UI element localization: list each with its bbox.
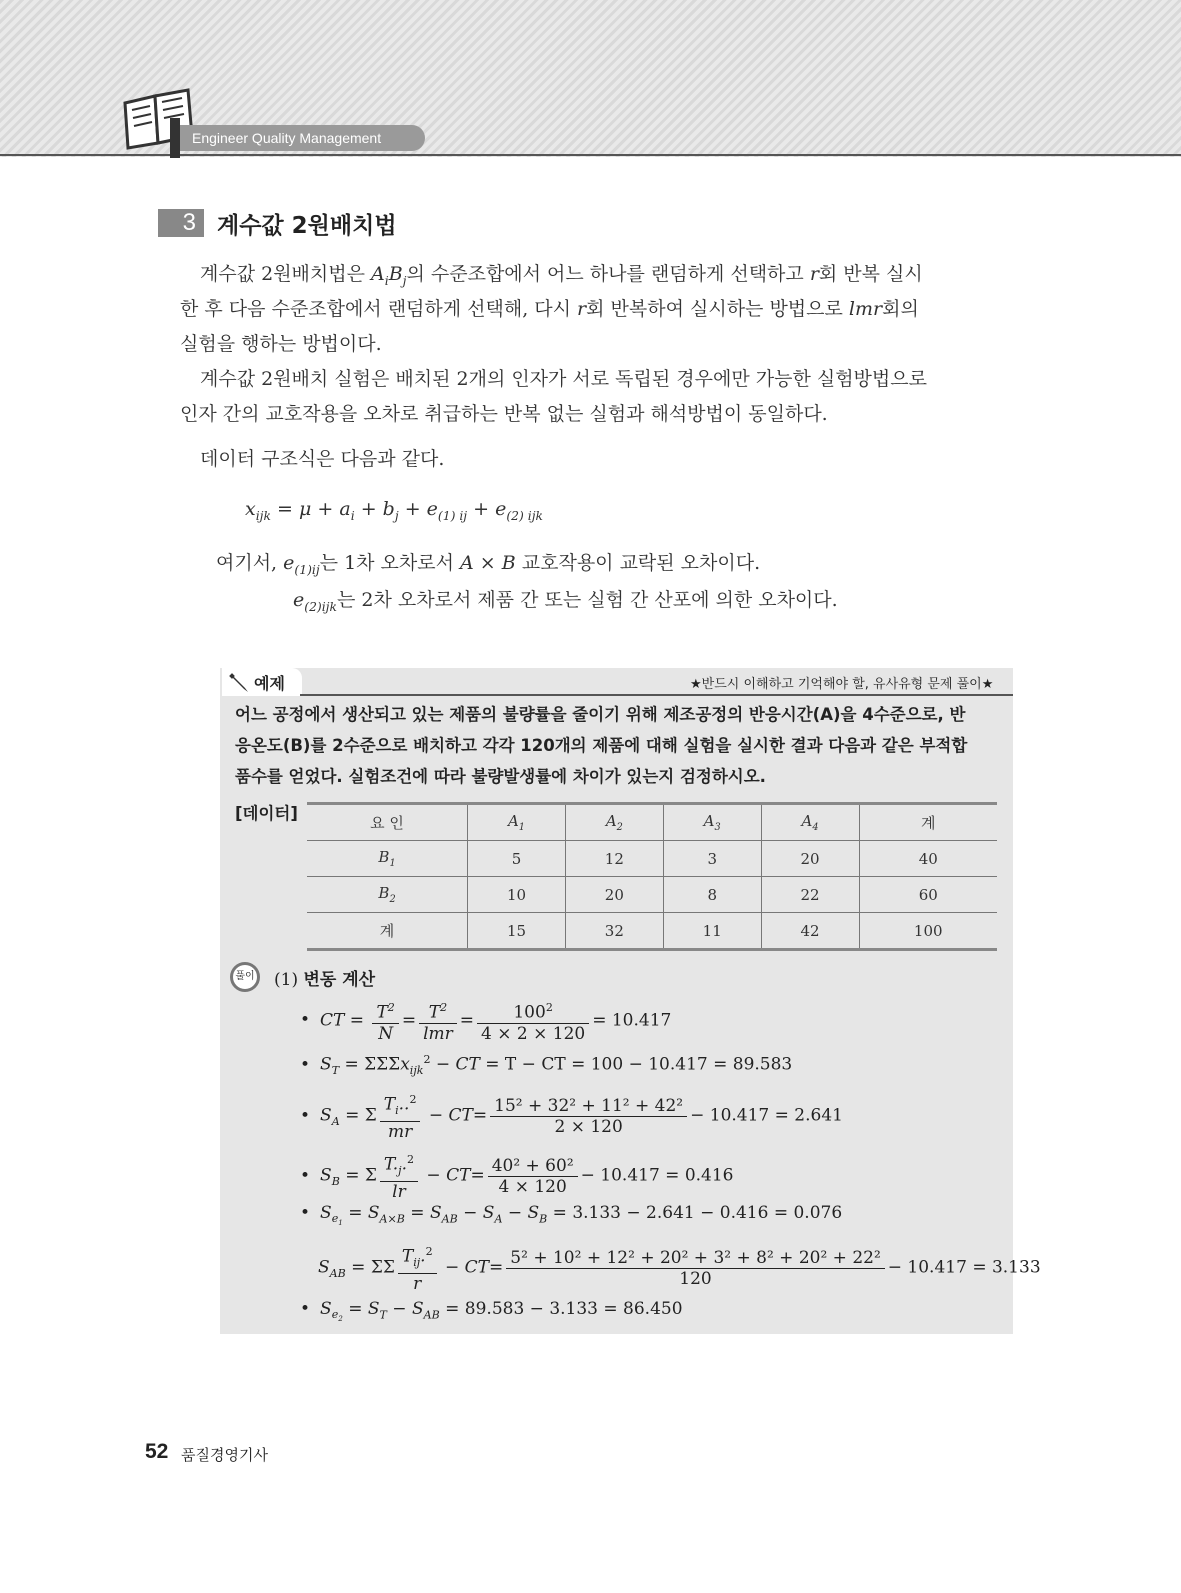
paragraph-3: 데이터 구조식은 다음과 같다. — [200, 448, 445, 470]
example-tab — [222, 668, 302, 696]
table-cell: 5 — [468, 841, 566, 877]
table-header-cell: $A_2$ — [565, 804, 663, 841]
table-header-cell: $A_4$ — [761, 804, 859, 841]
example-label: 예제 — [254, 674, 285, 693]
pencil-icon — [228, 672, 250, 694]
table-cell: $B_1$ — [307, 841, 468, 877]
table-cell: 3 — [663, 841, 761, 877]
table-cell: 22 — [761, 877, 859, 913]
example-note: ★반드시 이해하고 기억해야 할, 유사유형 문제 풀이★ — [690, 677, 994, 692]
problem-line-3: 품수를 얻었다. 실험조건에 따라 불량발생률에 차이가 있는지 검정하시오. — [235, 767, 766, 786]
paragraph-2-line-2: 인자 간의 교호작용을 오차로 취급하는 반복 없는 실험과 해석방법이 동일하다. — [180, 403, 828, 425]
equation-sb: • $S_B = \Sigma$ $\frac{T._j.^2}{lr}$ − CT= $\frac{\text{40² + 60²}}{4 \times 120}$ − 10.417 = 0.416 — [300, 1150, 734, 1202]
table-row — [307, 841, 997, 877]
table-cell: 12 — [565, 841, 663, 877]
equation-sa: • $S_A = \Sigma$ $\frac{T_i..^2}{mr}$ − CT= $\frac{\text{15² + 32² + 11² + 42²}}{2 \times 120}$ − 10.417 = 2.641 — [300, 1090, 843, 1142]
book-title: 품질경영기사 — [181, 1446, 268, 1464]
equation-st: • $S_T = \Sigma\Sigma\Sigma x_{ijk}^2$ − CT = T − CT = 100 − 10.417 = 89.583 — [300, 1053, 793, 1078]
problem-line-2: 응온도(B)를 2수준으로 배치하고 각각 120개의 제품에 대해 실험을 실시한 결과 다음과 같은 부적합 — [235, 736, 968, 755]
paragraph-1-line-2: 한 후 다음 수준조합에서 랜덤하게 선택해, 다시 r회 반복하여 실시하는 방법으로 lmr회의 — [180, 298, 919, 320]
table-header-cell: $A_1$ — [468, 804, 566, 841]
brand-label: Engineer Quality Management — [170, 125, 425, 151]
table-header-row — [307, 804, 997, 841]
table-header-cell: $A_3$ — [663, 804, 761, 841]
section-title: 계수값 2원배치법 — [217, 213, 397, 239]
data-label: [데이터] — [235, 804, 298, 823]
table-cell: 40 — [859, 841, 997, 877]
note-error-2: $e_{(2)ijk}$는 2차 오차로서 제품 간 또는 실험 간 산포에 의한 오차이다. — [293, 589, 838, 614]
brand-bar — [170, 118, 180, 158]
equation-sab: $S_{AB} = \Sigma\Sigma$ $\frac{T_{ij}.^2}{r}$ − CT= $\frac{\text{5² + 10² + 12² + 20² + 3² + 8² + 20² + 22²}}{120}$ − 10.417 = 3.133 — [318, 1242, 1041, 1294]
problem-line-1: 어느 공정에서 생산되고 있는 제품의 불량률을 줄이기 위해 제조공정의 반응시간(A)을 4수준으로, 반 — [235, 705, 966, 724]
problem-text — [235, 699, 1005, 792]
table-cell: $B_2$ — [307, 877, 468, 913]
page-number: 52 — [145, 1440, 169, 1463]
equation-se1: • $S_{e_1} = S_{A\times B} = S_{AB} - S_A - S_B = 3.133 - 2.641 - 0.416 = 0.076$ — [300, 1203, 843, 1228]
table-cell: 15 — [468, 913, 566, 950]
table-row — [307, 913, 997, 950]
example-rule — [300, 694, 1013, 696]
table-cell: 100 — [859, 913, 997, 950]
solution-icon: 풀이 — [230, 962, 260, 992]
paragraph-1: 계수값 2원배치법은 $A_iB_j$의 수준조합에서 어느 하나를 랜덤하게 선택하고 r회 반복 실시 — [200, 263, 923, 288]
table-cell: 계 — [307, 913, 468, 950]
table-row — [307, 877, 997, 913]
structure-formula: $x_{ijk} = \mu + a_i + b_j + e_{(1) ij} + e_{(2) ijk}$ — [245, 498, 544, 523]
table-cell: 8 — [663, 877, 761, 913]
equation-ct: • CT = $\frac{T^2}{N}$ = $\frac{T^2}{\text{lmr}}$ = $\frac{100^2}{4 \times 2 \times 120}$ = 10.417 — [300, 998, 671, 1044]
table-cell: 32 — [565, 913, 663, 950]
table-header-cell: 요 인 — [307, 804, 468, 841]
paragraph-1-line-3: 실험을 행하는 방법이다. — [180, 333, 382, 355]
table-cell: 11 — [663, 913, 761, 950]
table-cell: 42 — [761, 913, 859, 950]
section-number: 3 — [158, 209, 204, 237]
solution-heading: (1) 변동 계산 — [274, 970, 376, 990]
table-cell: 10 — [468, 877, 566, 913]
equation-se2: • $S_{e_2} = S_T - S_{AB} = 89.583 - 3.133 = 86.450$ — [300, 1299, 683, 1324]
table-cell: 20 — [761, 841, 859, 877]
table-cell: 60 — [859, 877, 997, 913]
table-header-cell: 계 — [859, 804, 997, 841]
note-error-1: 여기서, $e_{(1)ij}$는 1차 오차로서 A × B 교호작용이 교락된 오차이다. — [216, 552, 761, 577]
paragraph-2: 계수값 2원배치 실험은 배치된 2개의 인자가 서로 독립된 경우에만 가능한 실험방법으로 — [200, 368, 927, 390]
table-cell: 20 — [565, 877, 663, 913]
data-table — [307, 802, 997, 951]
